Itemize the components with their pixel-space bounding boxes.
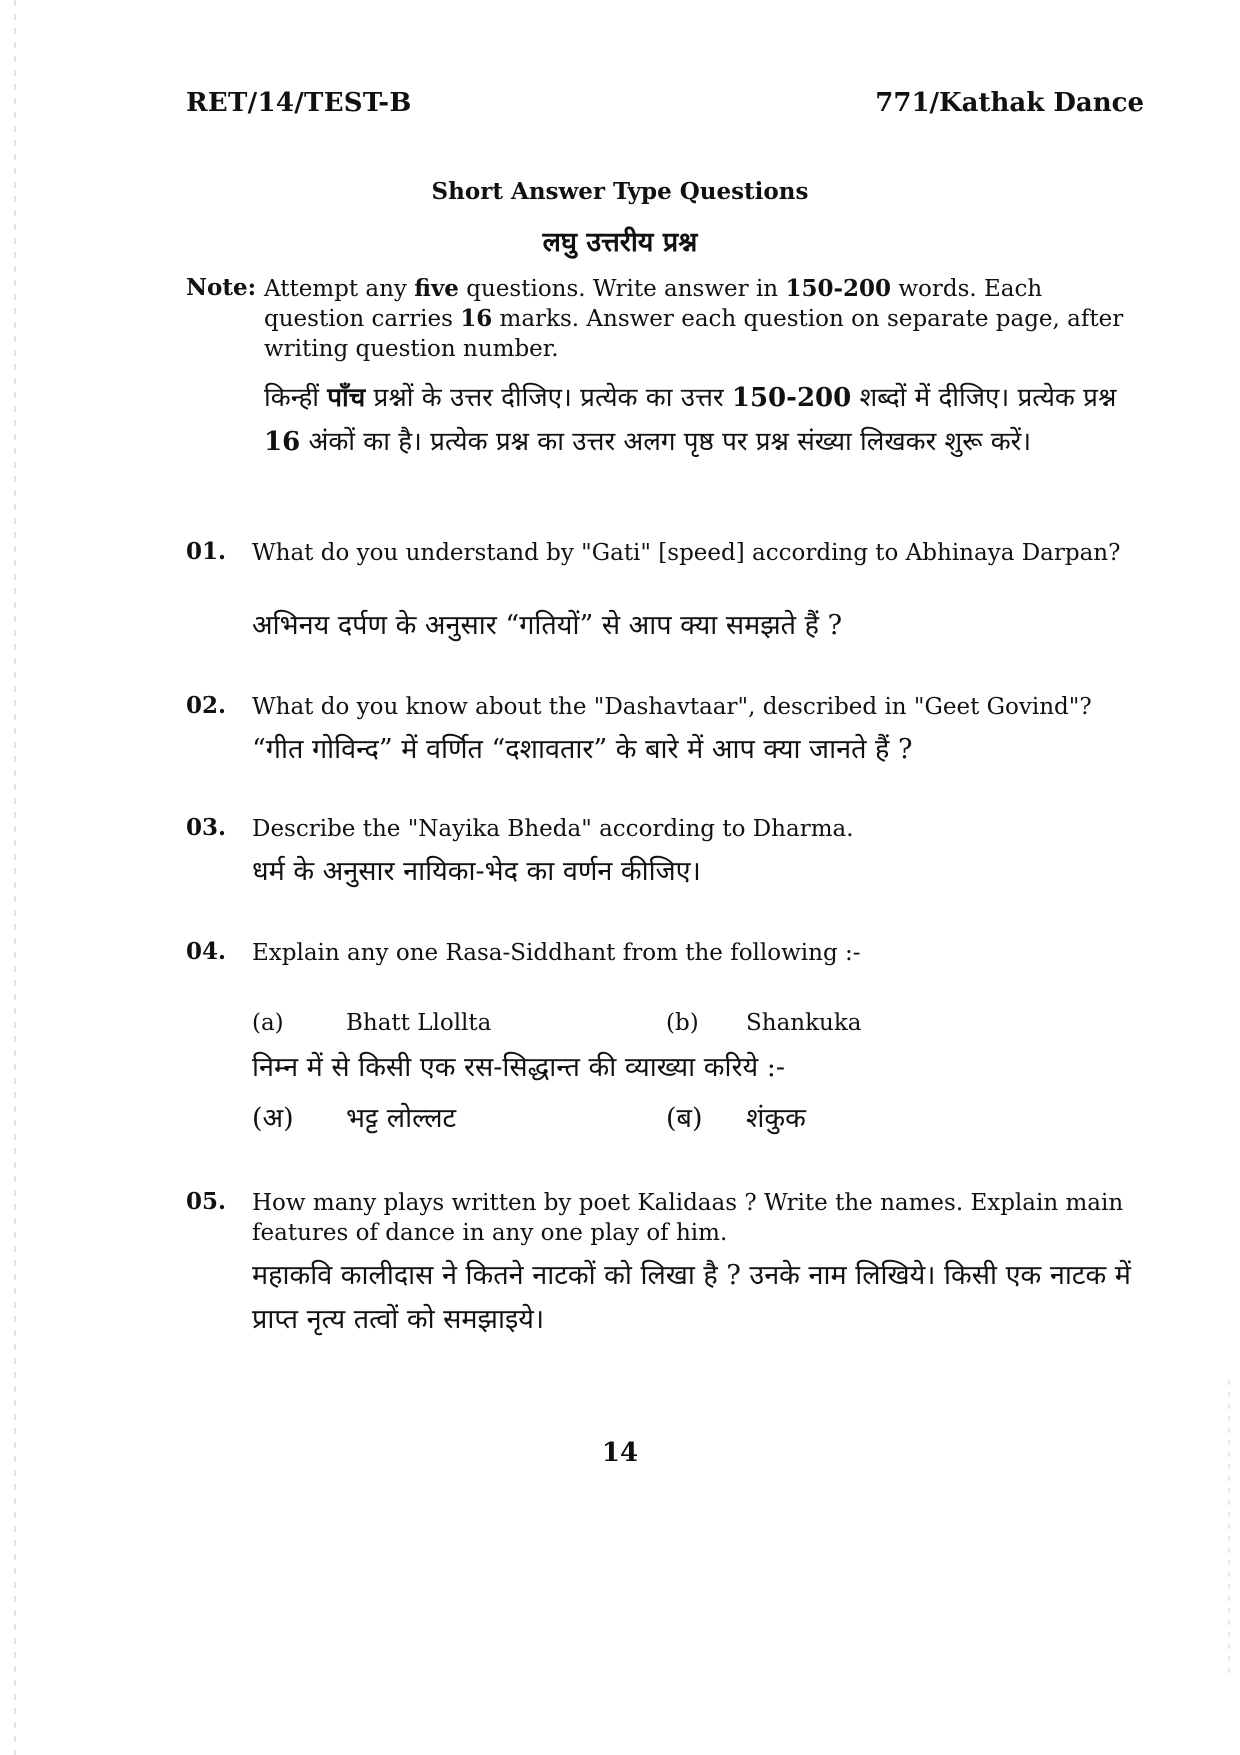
question-4 [186,938,1146,1158]
option-text: Bhatt Llollta [346,1010,492,1036]
question-text-hi: धर्म के अनुसार नायिका-भेद का वर्णन कीजिए। [252,856,701,887]
question-text-hi: “गीत गोविन्द” में वर्णित “दशावतार” के बारे में आप क्या जानते हैं ? [252,734,913,765]
option-label-hi: (अ) [252,1103,294,1134]
option-text-hi: भट्ट लोल्लट [346,1103,457,1134]
option-label-hi: (ब) [666,1103,703,1134]
question-text-en: Explain any one Rasa-Siddhant from the following :- [252,940,861,966]
paper-code: RET/14/TEST-B [186,88,412,118]
question-number: 02. [186,692,227,719]
question-text-en: Describe the "Nayika Bheda" according to Dharma. [252,816,854,842]
note-label: Note: [186,274,257,301]
question-text-en: What do you know about the "Dashavtaar", described in "Geet Govind"? [252,694,1092,720]
question-text-hi: निम्न में से किसी एक रस-सिद्धान्त की व्याख्या करिये :- [252,1052,785,1083]
section-title-hindi: लघु उत्तरीय प्रश्न [542,227,698,258]
option-text: Shankuka [746,1010,862,1036]
question-text-en: How many plays written by poet Kalidaas ? Write the names. Explain main features of dance in any one play of him. [252,1190,1124,1246]
question-text-en: What do you understand by "Gati" [speed] according to Abhinaya Darpan? [252,540,1121,566]
subject-code: 771/Kathak Dance [875,88,1144,118]
question-1 [186,538,1146,648]
question-2 [186,692,1146,782]
question-text-hi: महाकवि कालीदास ने कितने नाटकों को लिखा है ? उनके नाम लिखिये। किसी एक नाटक में प्राप्त नृत्य तत्वों को समझाइये। [252,1260,1131,1335]
question-number: 03. [186,814,227,841]
question-number: 04. [186,938,227,965]
scan-edge-left [14,0,16,1755]
option-label: (a) [252,1010,284,1036]
question-text-hi: अभिनय दर्पण के अनुसार “गतियों” से आप क्या समझते हैं ? [252,610,843,641]
question-number: 01. [186,538,227,565]
page-number: 14 [601,1438,639,1468]
option-text-hi: शंकुक [746,1103,806,1134]
question-number: 05. [186,1188,227,1215]
scan-edge-right [1228,1380,1230,1680]
question-5 [186,1188,1146,1348]
section-title: Short Answer Type Questions [431,178,809,205]
note-hindi: किन्हीं पाँच प्रश्नों के उत्तर दीजिए। प्रत्येक का उत्तर 150-200 शब्दों में दीजिए। प्रत्येक प्रश्न 16 अंकों का है। प्रत्येक प्रश्न का उत्तर अलग पृष्ठ पर प्रश्न संख्या लिखकर शुरू करें। [264,383,1117,457]
option-label: (b) [666,1010,699,1036]
question-3 [186,814,1146,904]
note-english: Attempt any five questions. Write answer in 150-200 words. Each question carries 16 marks. Answer each question on separate page, after writing question number. [264,275,1124,362]
